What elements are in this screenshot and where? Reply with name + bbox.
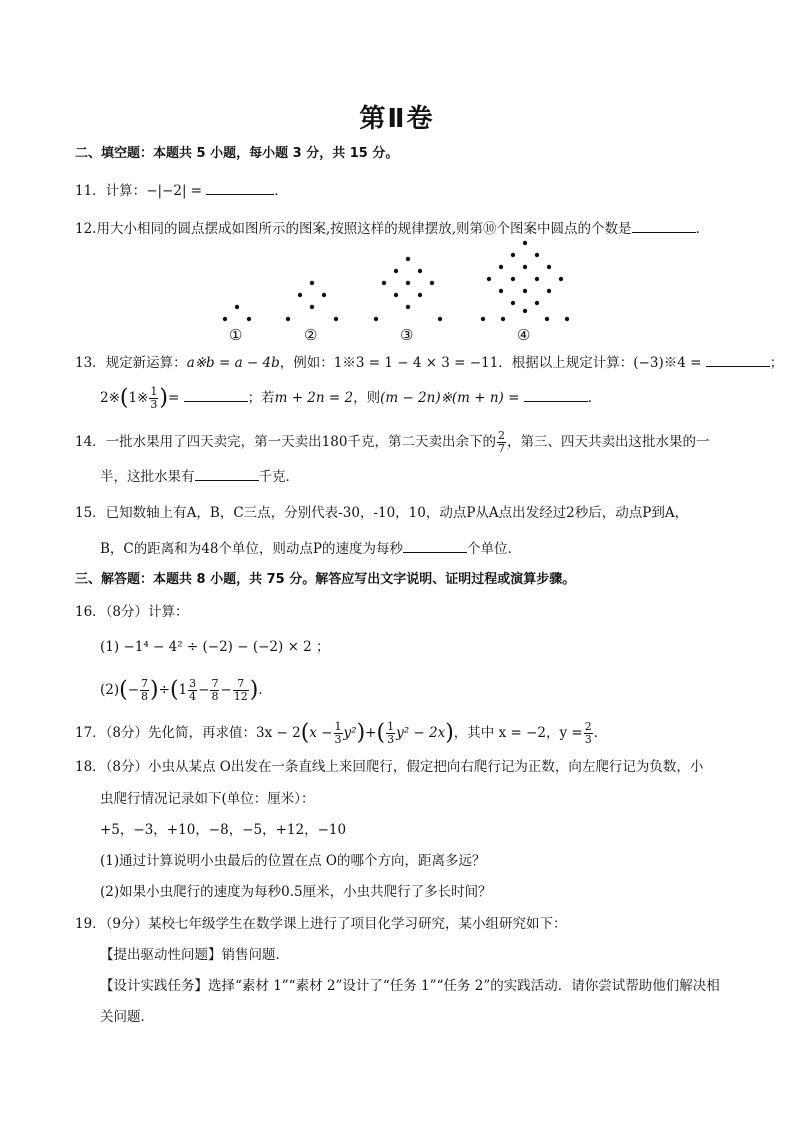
dot: [481, 317, 485, 321]
answer-blank[interactable]: [632, 218, 696, 233]
dot: [565, 317, 569, 321]
question-16-part-1: (1) −1⁴ − 4² ÷ (−2) − (−2) × 2 ；: [100, 639, 330, 655]
dot: [523, 289, 527, 293]
dot: [499, 265, 503, 269]
pattern-label-3: ③: [400, 326, 414, 344]
question-11: 11．计算：−|−2| = ．: [75, 180, 725, 201]
dot: [559, 277, 563, 281]
answer-blank[interactable]: [524, 387, 588, 402]
dot: [418, 269, 422, 273]
dot: [406, 257, 410, 261]
question-16-head: 16．（8分）计算：: [75, 604, 189, 620]
dot: [430, 281, 434, 285]
dot: [310, 281, 314, 285]
dot: [310, 305, 314, 309]
answer-blank[interactable]: [403, 538, 467, 553]
dot: [374, 317, 378, 321]
dot: [438, 317, 442, 321]
dot: [286, 317, 290, 321]
section-2-header: 二、填空题：本题共 5 小题，每小题 3 分，共 15 分。: [75, 146, 399, 161]
question-13-line-2: 2※(1※ $\frac{1}{3}$ )= ；若m + 2n = 2，则(m − 2n)※(m + n) = ．: [100, 385, 602, 411]
dot: [511, 253, 515, 257]
question-19-line-4: 关问题．: [100, 1009, 154, 1025]
dot: [406, 305, 410, 309]
dot: [223, 317, 227, 321]
question-15-line-2: B，C的距离和为48个单位，则动点P的速度为每秒 个单位．: [100, 538, 750, 559]
answer-blank[interactable]: [206, 180, 274, 195]
dot: [547, 289, 551, 293]
dot: [545, 317, 549, 321]
dot: [247, 317, 251, 321]
dot: [394, 293, 398, 297]
question-16-part-2: (2)(− $\frac{7}{8}$ )÷(1 $\frac{3}{4}$ − $\frac{7}{8}$ − $\frac{7}{12}$ )．: [100, 677, 272, 703]
dot: [334, 317, 338, 321]
question-19-line-3: 【设计实践任务】选择“素材 1”“素材 2”设计了“任务 1”“任务 2”的实践活动．请你尝试帮助他们解决相: [100, 978, 720, 994]
dot: [547, 265, 551, 269]
dot: [499, 289, 503, 293]
question-18-part-1: (1)通过计算说明小虫最后的位置在点 O的哪个方向，距离多远？: [100, 853, 486, 869]
question-12: 12.用大小相同的圆点摆成如图所示的图案,按照这样的规律摆放,则第⑩个图案中圆点的个数是 ．: [75, 218, 725, 239]
dot: [535, 277, 539, 281]
dot: [523, 241, 527, 245]
question-15-line-1: 15．已知数轴上有A，B，C三点，分别代表-30，-10，10，动点P从A点出发经过2秒后，动点P到A，: [75, 505, 689, 521]
dot: [487, 277, 491, 281]
dot: [382, 281, 386, 285]
dot: [511, 301, 515, 305]
dot: [418, 293, 422, 297]
question-19-line-2: 【提出驱动性问题】销售问题．: [100, 947, 289, 963]
dot: [535, 301, 539, 305]
question-17: 17．（8分）先化简，再求值：3x − 2(x − $\frac{1}{3}$ y²)+( $\frac{1}{3}$ y² − 2x)，其中 x = −2，y = $\frac{2}{3}$ ．: [75, 720, 608, 746]
dot: [298, 293, 302, 297]
pattern-label-4: ④: [517, 326, 531, 344]
question-18-line-2: 虫爬行情况记录如下(单位：厘米）：: [100, 791, 315, 807]
answer-blank[interactable]: [195, 466, 259, 481]
question-19-line-1: 19．（9分）某校七年级学生在数学课上进行了项目化学习研究，某小组研究如下：: [75, 916, 567, 932]
question-14-line-1: 14．一批水果用了四天卖完，第一天卖出180千克，第二天卖出余下的 $\frac{2}{7}$ ，第三、四天共卖出这批水果的一: [75, 429, 710, 455]
dot: [511, 277, 515, 281]
dot: [535, 253, 539, 257]
section-3-header: 三、解答题：本题共 8 小题，共 75 分。解答应写出文字说明、证明过程或演算步骤。: [75, 572, 576, 587]
dot: [235, 305, 239, 309]
answer-blank[interactable]: [184, 387, 248, 402]
answer-blank[interactable]: [706, 352, 770, 367]
dot: [501, 317, 505, 321]
dot: [394, 269, 398, 273]
question-18-record: +5，−3，+10，−8，−5，+12，−10: [100, 822, 347, 838]
question-18-line-1: 18．（8分）小虫从某点 O出发在一条直线上来回爬行，假定把向右爬行记为正数，向左爬行记为负数，小: [75, 759, 704, 775]
question-13-line-1: 13．规定新运算：a※b = a − 4b，例如：1※3 = 1 − 4 × 3 = −11．根据以上规定计算：(−3)※4 = ；: [75, 352, 725, 373]
dot: [406, 281, 410, 285]
question-14-line-2: 半，这批水果有 千克．: [100, 466, 750, 487]
dot: [523, 265, 527, 269]
question-18-part-2: (2)如果小虫爬行的速度为每秒0.5厘米，小虫共爬行了多长时间？: [100, 884, 492, 900]
pattern-label-2: ②: [304, 326, 318, 344]
dot: [523, 309, 527, 313]
pattern-label-1: ①: [229, 326, 243, 344]
page-title: 第Ⅱ卷: [359, 104, 435, 134]
dot-pattern-figure: [0, 235, 794, 350]
dot: [322, 293, 326, 297]
